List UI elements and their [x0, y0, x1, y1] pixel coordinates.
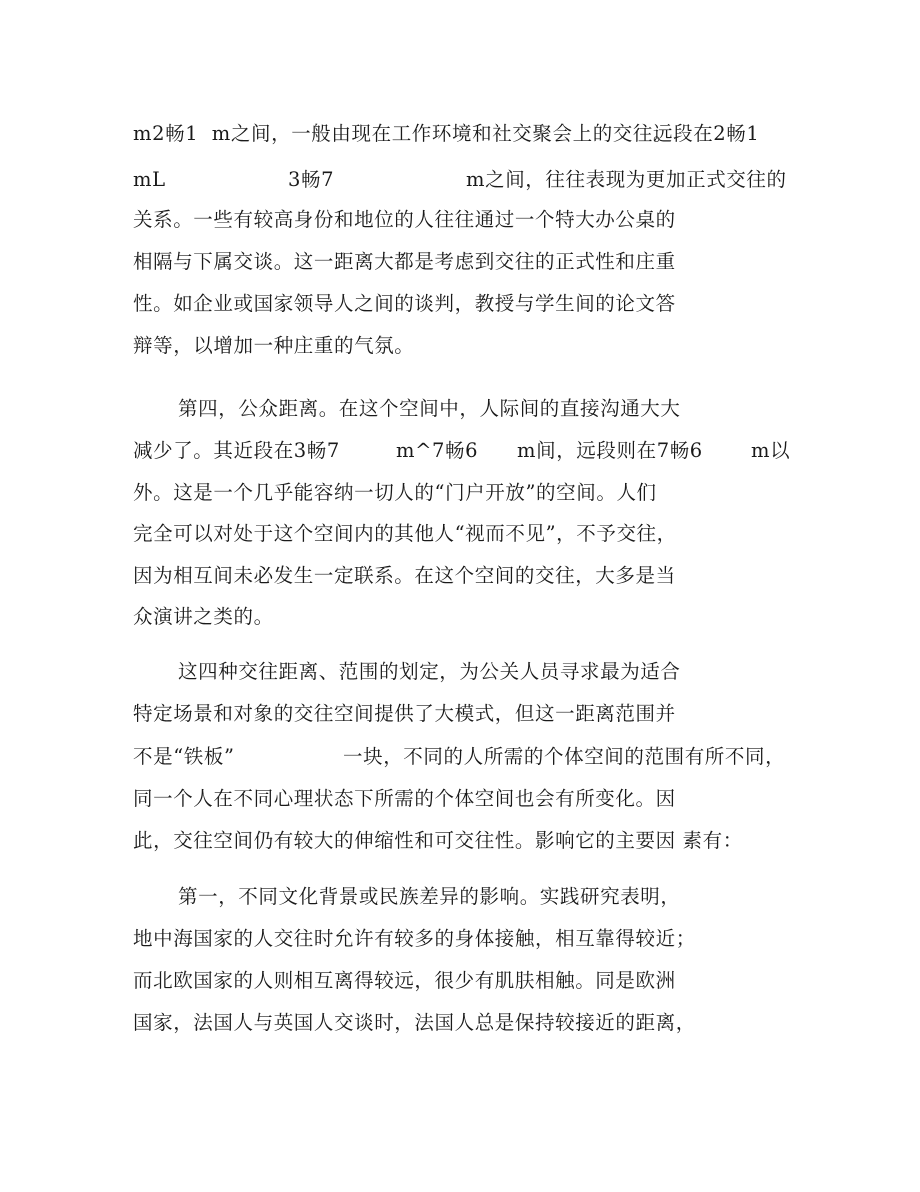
text-segment: 不是“铁板” [133, 745, 235, 768]
text-line: 因为相互间未必发生一定联系。在这个空间的交往，大多是当 [133, 564, 676, 587]
paragraph-first-line: 第四，公众距离。在这个空间中，人际间的直接沟通大大 [178, 397, 681, 420]
text-segment: m以 [751, 439, 791, 462]
paragraph-first-line: 第一，不同文化背景或民族差异的影响。实践研究表明， [178, 885, 681, 908]
text-segment: m之间，往往表现为更加正式交往的 [466, 168, 787, 191]
text-line: 相隔与下属交谈。这一距离大都是考虑到交往的正式性和庄重 [133, 250, 676, 273]
text-line: 外。这是一个几乎能容纳一切人的“门户开放”的空间。人们 [133, 481, 657, 504]
text-line: 众演讲之类的。 [133, 605, 274, 628]
text-segment: m2畅1 m之间，一般由现在工作环境和社交聚会上的交往。 [133, 122, 674, 145]
text-line: 性。如企业或国家领导人之间的谈判，教授与学生间的论文答 [133, 292, 676, 315]
paragraph-first-line: 这四种交往距离、范围的划定，为公关人员寻求最为适合 [178, 660, 681, 683]
text-segment: 远段在2畅1 [653, 122, 760, 145]
text-segment: mL [133, 168, 166, 191]
text-line: 辩等，以增加一种庄重的气氛。 [133, 334, 415, 357]
text-line: 地中海国家的人交往时允许有较多的身体接触，相互靠得较近； [133, 927, 696, 950]
text-segment: 减少了。其近段在3畅7 [133, 439, 340, 462]
text-line: 此，交往空间仍有较大的伸缩性和可交往性。影响它的主要因 素有： [133, 829, 743, 852]
text-line: 完全可以对处于这个空间内的其他人“视而不见”，不予交往， [133, 522, 677, 545]
text-segment: 一块，不同的人所需的个体空间的范围有所不同， [343, 745, 786, 768]
text-segment: m^7畅6 [396, 439, 479, 462]
text-line: 国家，法国人与英国人交谈时，法国人总是保持较接近的距离， [133, 1011, 696, 1034]
text-line: 关系。一些有较高身份和地位的人往往通过一个特大办公桌的 [133, 208, 676, 231]
text-line: 特定场景和对象的交往空间提供了大模式，但这一距离范围并 [133, 702, 676, 725]
text-segment: 3畅7 [288, 168, 335, 191]
text-line: 同一个人在不同心理状态下所需的个体空间也会有所变化。因 [133, 787, 676, 810]
text-line: 而北欧国家的人则相互离得较远，很少有肌肤相触。同是欧洲 [133, 969, 676, 992]
text-segment: m间，远段则在7畅6 [517, 439, 703, 462]
